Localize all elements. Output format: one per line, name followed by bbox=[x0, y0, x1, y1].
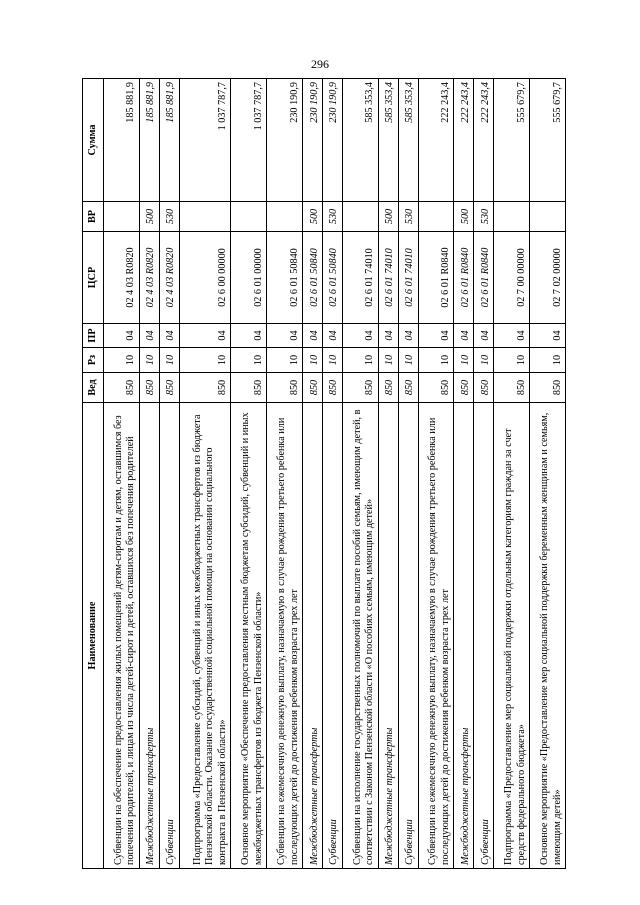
cell-name: Межбюджетные трансферты bbox=[378, 403, 398, 869]
cell-sum: 230 190,9 bbox=[267, 79, 303, 202]
budget-table bbox=[82, 78, 566, 869]
table-row bbox=[231, 79, 267, 869]
cell-sum: 555 679,7 bbox=[494, 79, 530, 202]
cell-pr: 04 bbox=[530, 324, 566, 348]
cell-sum: 185 881,9 bbox=[159, 79, 179, 202]
cell-rz: 10 bbox=[494, 348, 530, 373]
table-row bbox=[342, 79, 378, 869]
header-pr: ПР bbox=[83, 324, 104, 348]
cell-name: Подпрограмма «Предоставление субсидий, субвенций и иных межбюджетных трансфертов из бюджета Пензенской области. Оказание государственной социальной помощи на основании социального контракта в Пензенской области» bbox=[179, 403, 231, 869]
cell-ved: 850 bbox=[104, 373, 140, 403]
cell-csr: 02 6 01 50840 bbox=[303, 232, 323, 324]
cell-rz: 10 bbox=[474, 348, 494, 373]
cell-csr: 02 4 03 R0820 bbox=[159, 232, 179, 324]
cell-pr: 04 bbox=[474, 324, 494, 348]
cell-ved: 850 bbox=[342, 373, 378, 403]
cell-rz: 10 bbox=[179, 348, 231, 373]
cell-ved: 850 bbox=[398, 373, 418, 403]
cell-pr: 04 bbox=[267, 324, 303, 348]
cell-vr: 500 bbox=[139, 202, 159, 232]
cell-rz: 10 bbox=[398, 348, 418, 373]
cell-pr: 04 bbox=[303, 324, 323, 348]
cell-sum: 230 190,9 bbox=[323, 79, 343, 202]
page-number: 296 bbox=[311, 57, 329, 71]
cell-rz: 10 bbox=[530, 348, 566, 373]
table-row bbox=[474, 79, 494, 869]
cell-ved: 850 bbox=[303, 373, 323, 403]
cell-pr: 04 bbox=[104, 324, 140, 348]
cell-vr bbox=[530, 202, 566, 232]
cell-vr: 530 bbox=[474, 202, 494, 232]
cell-ved: 850 bbox=[474, 373, 494, 403]
header-rz: Рз bbox=[83, 348, 104, 373]
cell-csr: 02 6 01 74010 bbox=[342, 232, 378, 324]
cell-rz: 10 bbox=[104, 348, 140, 373]
cell-csr: 02 7 00 00000 bbox=[494, 232, 530, 324]
cell-sum: 185 881,9 bbox=[139, 79, 159, 202]
cell-csr: 02 7 02 00000 bbox=[530, 232, 566, 324]
cell-pr: 04 bbox=[231, 324, 267, 348]
cell-csr: 02 6 01 R0840 bbox=[474, 232, 494, 324]
cell-ved: 850 bbox=[231, 373, 267, 403]
cell-pr: 04 bbox=[494, 324, 530, 348]
cell-name: Межбюджетные трансферты bbox=[454, 403, 474, 869]
table-row bbox=[530, 79, 566, 869]
cell-name: Субвенции bbox=[159, 403, 179, 869]
cell-ved: 850 bbox=[323, 373, 343, 403]
cell-rz: 10 bbox=[454, 348, 474, 373]
cell-sum: 585 353,4 bbox=[342, 79, 378, 202]
cell-sum: 555 679,7 bbox=[530, 79, 566, 202]
cell-csr: 02 6 01 00000 bbox=[231, 232, 267, 324]
cell-name: Основное мероприятие «Обеспечение предоставления местным бюджетам субсидий, субвенций и иных межбюджетных трансфертов из бюджета Пензенской области» bbox=[231, 403, 267, 869]
cell-name: Межбюджетные трансферты bbox=[139, 403, 159, 869]
cell-sum: 1 037 787,7 bbox=[231, 79, 267, 202]
cell-vr: 530 bbox=[159, 202, 179, 232]
cell-rz: 10 bbox=[267, 348, 303, 373]
cell-csr: 02 6 01 74010 bbox=[398, 232, 418, 324]
cell-csr: 02 6 01 50840 bbox=[323, 232, 343, 324]
cell-sum: 1 037 787,7 bbox=[179, 79, 231, 202]
cell-csr: 02 6 00 00000 bbox=[179, 232, 231, 324]
header-csr: ЦСР bbox=[83, 232, 104, 324]
cell-ved: 850 bbox=[139, 373, 159, 403]
cell-name: Субвенции bbox=[474, 403, 494, 869]
cell-vr: 500 bbox=[454, 202, 474, 232]
cell-rz: 10 bbox=[378, 348, 398, 373]
cell-csr: 02 4 03 R0820 bbox=[104, 232, 140, 324]
cell-name: Основное мероприятие «Предоставление мер социальной поддержки беременным женщинам и семьям, имеющим детей» bbox=[530, 403, 566, 869]
header-sum: Сумма bbox=[83, 79, 104, 202]
table-row bbox=[454, 79, 474, 869]
cell-pr: 04 bbox=[378, 324, 398, 348]
cell-ved: 850 bbox=[530, 373, 566, 403]
table-row bbox=[104, 79, 140, 869]
cell-csr: 02 6 01 R0840 bbox=[454, 232, 474, 324]
table-row bbox=[494, 79, 530, 869]
cell-vr bbox=[494, 202, 530, 232]
cell-ved: 850 bbox=[454, 373, 474, 403]
cell-csr: 02 6 01 R0840 bbox=[418, 232, 454, 324]
table-row bbox=[179, 79, 231, 869]
cell-pr: 04 bbox=[398, 324, 418, 348]
cell-rz: 10 bbox=[159, 348, 179, 373]
cell-ved: 850 bbox=[179, 373, 231, 403]
cell-sum: 585 353,4 bbox=[398, 79, 418, 202]
rotated-table-frame bbox=[82, 79, 566, 869]
cell-pr: 04 bbox=[323, 324, 343, 348]
cell-csr: 02 6 01 74010 bbox=[378, 232, 398, 324]
cell-name: Субвенции на исполнение государственных полномочий по выплате пособий семьям, имеющим детей, в соответствии с Законом Пензенской области «О пособиях семьям, имеющим детей» bbox=[342, 403, 378, 869]
cell-pr: 04 bbox=[342, 324, 378, 348]
cell-vr bbox=[104, 202, 140, 232]
cell-name: Субвенции на обеспечение предоставления жилых помещений детям-сиротам и детям, оставшимся без попечения родителей, и лицам из числа детей-сирот и детей, оставшихся без попечения родителей bbox=[104, 403, 140, 869]
cell-pr: 04 bbox=[159, 324, 179, 348]
cell-name: Межбюджетные трансферты bbox=[303, 403, 323, 869]
cell-rz: 10 bbox=[323, 348, 343, 373]
cell-pr: 04 bbox=[179, 324, 231, 348]
table-row bbox=[139, 79, 159, 869]
cell-rz: 10 bbox=[418, 348, 454, 373]
cell-csr: 02 4 03 R0820 bbox=[139, 232, 159, 324]
header-row bbox=[83, 79, 104, 869]
table-body bbox=[104, 79, 566, 869]
cell-rz: 10 bbox=[342, 348, 378, 373]
cell-sum: 222 243,4 bbox=[454, 79, 474, 202]
cell-pr: 04 bbox=[418, 324, 454, 348]
cell-name: Подпрограмма «Предоставление мер социальной поддержки отдельным категориям граждан за счет средств федерального бюджета» bbox=[494, 403, 530, 869]
cell-sum: 222 243,4 bbox=[418, 79, 454, 202]
cell-vr: 530 bbox=[398, 202, 418, 232]
cell-ved: 850 bbox=[159, 373, 179, 403]
header-vr: ВР bbox=[83, 202, 104, 232]
table-row bbox=[159, 79, 179, 869]
cell-vr bbox=[231, 202, 267, 232]
cell-name: Субвенции на ежемесячную денежную выплату, назначаемую в случае рождения третьего ребенка или последующих детей до достижения ребенком возраста трех лет bbox=[267, 403, 303, 869]
cell-vr bbox=[342, 202, 378, 232]
header-name: Наименование bbox=[83, 403, 104, 869]
header-ved: Вед bbox=[83, 373, 104, 403]
cell-rz: 10 bbox=[231, 348, 267, 373]
cell-sum: 585 353,4 bbox=[378, 79, 398, 202]
cell-sum: 222 243,4 bbox=[474, 79, 494, 202]
table-row bbox=[418, 79, 454, 869]
table-row bbox=[378, 79, 398, 869]
table-row bbox=[398, 79, 418, 869]
cell-rz: 10 bbox=[139, 348, 159, 373]
cell-csr: 02 6 01 50840 bbox=[267, 232, 303, 324]
cell-name: Субвенции bbox=[398, 403, 418, 869]
table-row bbox=[323, 79, 343, 869]
cell-vr: 530 bbox=[323, 202, 343, 232]
table-row bbox=[303, 79, 323, 869]
cell-ved: 850 bbox=[378, 373, 398, 403]
cell-vr: 500 bbox=[378, 202, 398, 232]
cell-sum: 185 881,9 bbox=[104, 79, 140, 202]
cell-vr bbox=[267, 202, 303, 232]
table-row bbox=[267, 79, 303, 869]
cell-rz: 10 bbox=[303, 348, 323, 373]
cell-ved: 850 bbox=[418, 373, 454, 403]
cell-ved: 850 bbox=[494, 373, 530, 403]
cell-pr: 04 bbox=[139, 324, 159, 348]
cell-ved: 850 bbox=[267, 373, 303, 403]
cell-vr bbox=[179, 202, 231, 232]
cell-name: Субвенции на ежемесячную денежную выплату, назначаемую в случае рождения третьего ребенка или последующих детей до достижения ребенком возраста трех лет bbox=[418, 403, 454, 869]
cell-name: Субвенции bbox=[323, 403, 343, 869]
cell-vr bbox=[418, 202, 454, 232]
cell-pr: 04 bbox=[454, 324, 474, 348]
cell-vr: 500 bbox=[303, 202, 323, 232]
cell-sum: 230 190,9 bbox=[303, 79, 323, 202]
